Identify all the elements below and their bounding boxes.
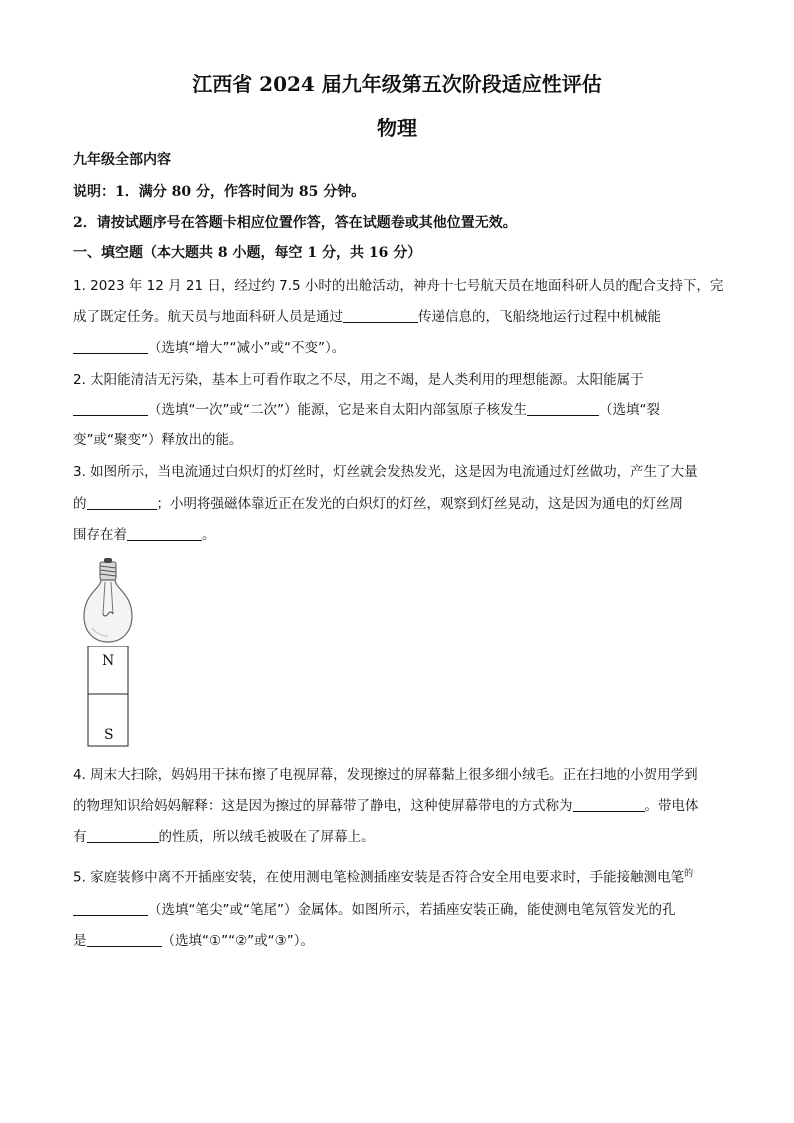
q1-text-a: 成了既定任务。航天员与地面科研人员是通过 [73,309,343,325]
q2-line-2 [73,400,723,420]
q1-line-2 [73,307,723,327]
q2-line-1: 2. 太阳能清洁无污染，基本上可看作取之不尽，用之不竭，是人类利用的理想能源。太阳能属于 [73,372,644,388]
q5-text-b: （选填“笔尖”或“笔尾”）金属体。如图所示，若插座安装正确，能使测电笔氖管发光的孔 [148,902,676,918]
q4-blank-1[interactable] [573,797,645,812]
q1-line-1: 1. 2023 年 12 月 21 日，经过约 7.5 小时的出舱活动，神舟十七号航天员在地面科研人员的配合支持下，完 [73,278,724,294]
q5-text-sup: 的 [684,869,694,879]
q1-text-b: 传递信息的，飞船绕地运行过程中机械能 [418,309,661,325]
q3-text-c: 围存在着 [73,527,127,543]
q3-line-1: 3. 如图所示，当电流通过白炽灯的灯丝时，灯丝就会发热发光，这是因为电流通过灯丝做功，产生了大量 [73,464,698,480]
q2-blank-1[interactable] [73,401,148,416]
q3-line-2 [73,494,723,514]
scope-text: 九年级全部内容 [73,152,171,168]
q2-text-b: （选填“一次”或“二次”）能源，它是来自太阳内部氢原子核发生 [148,402,527,418]
q1-line-3 [73,338,723,358]
q2-text-c: （选填“裂 [598,402,660,418]
q4-text-a: 的物理知识给妈妈解释：这是因为擦过的屏幕带了静电，这种使屏幕带电的方式称为 [73,798,573,814]
q4-text-b: 。带电体 [644,798,699,814]
note-1: 说明：1．满分 80 分，作答时间为 85 分钟。 [73,184,366,200]
q1-blank-1[interactable] [343,308,418,323]
section-heading: 一、填空题（本大题共 8 小题，每空 1 分，共 16 分） [73,245,422,261]
q3-line-3 [73,525,723,545]
exam-title: 江西省 2024 届九年级第五次阶段适应性评估 [192,72,602,96]
q5-line-1 [73,864,723,888]
note-2: 2．请按试题序号在答题卡相应位置作答，答在试题卷或其他位置无效。 [73,215,517,231]
q5-text-d: （选填“①”“②”或“③”）。 [161,933,315,949]
q1-text-c: （选填“增大”“减小”或“不变”）。 [148,340,346,356]
q3-text-b: ；小明将强磁体靠近正在发光的白炽灯的灯丝，观察到灯丝晃动，这是因为通电的灯丝周 [156,496,683,512]
q5-text-a: 5. 家庭装修中离不开插座安装，在使用测电笔检测插座安装是否符合安全用电要求时，手能接触测电笔 [73,869,685,886]
q4-text-c: 有 [73,829,87,845]
q4-line-1: 4. 周末大扫除，妈妈用干抹布擦了电视屏幕，发现擦过的屏幕黏上很多细小绒毛。正在扫地的小贺用学到 [73,767,698,783]
q3-text-a: 的 [73,496,87,512]
q5-line-3 [73,931,723,951]
q3-blank-1[interactable] [87,495,157,510]
q2-line-3: 变”或“聚变”）释放出的能。 [73,432,243,448]
q1-blank-2[interactable] [73,339,148,354]
q5-blank-1[interactable] [73,901,148,916]
q4-line-2 [73,796,723,816]
magnet-north-label: N [102,653,115,669]
subject-title: 物理 [377,116,417,140]
magnet-south-label: S [104,727,114,743]
q3-text-d: 。 [202,527,216,543]
q4-text-d: 的性质，所以绒毛被吸在了屏幕上。 [158,829,375,845]
q3-blank-2[interactable] [127,526,202,541]
q4-blank-2[interactable] [87,828,159,843]
q5-line-2 [73,900,723,920]
bulb-magnet-figure [78,558,138,750]
q5-text-c: 是 [73,933,87,949]
q2-blank-2[interactable] [527,401,599,416]
q4-line-3 [73,827,723,847]
q5-blank-2[interactable] [87,932,162,947]
